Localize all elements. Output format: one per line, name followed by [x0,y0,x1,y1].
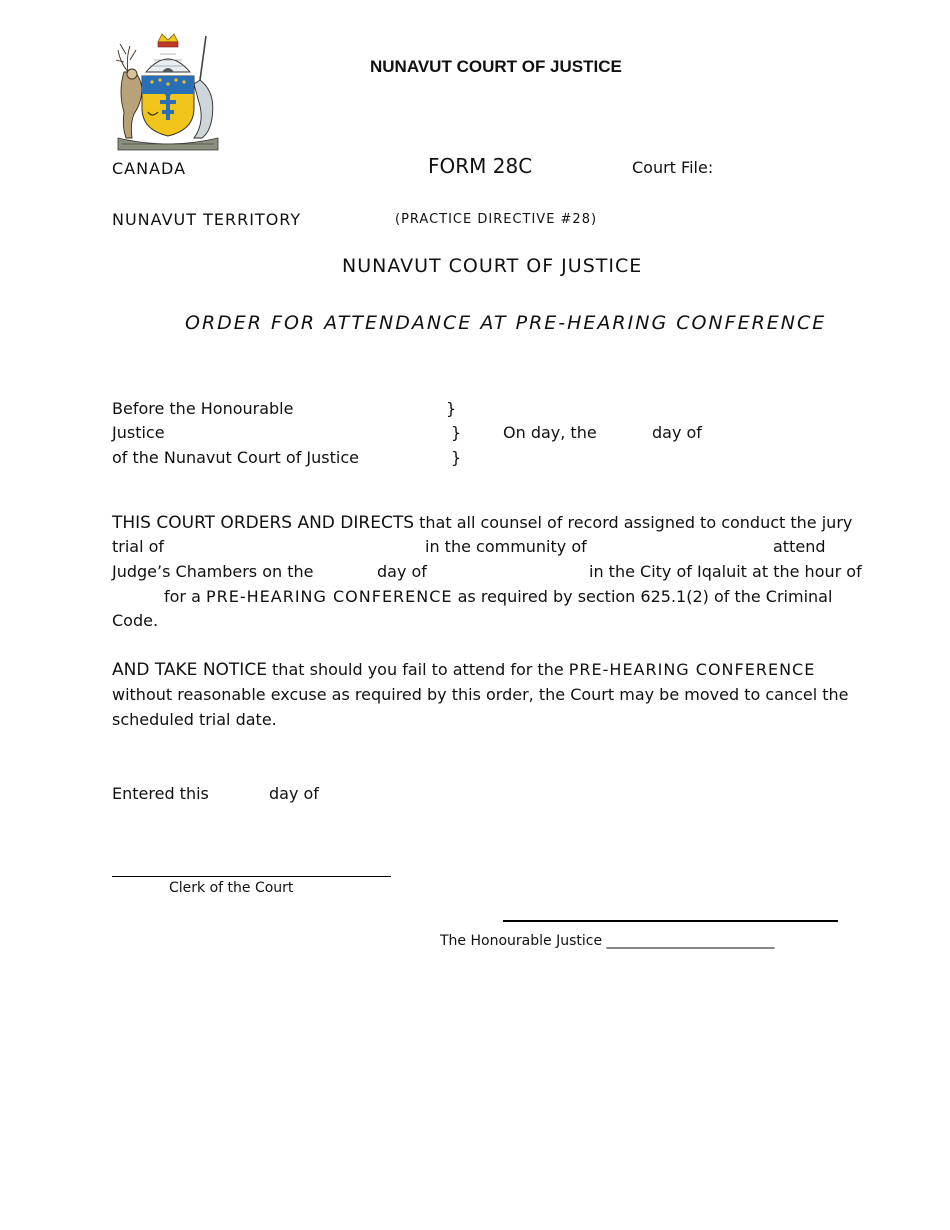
brace-2: } [451,423,462,442]
order-line-2a: trial of [112,537,165,556]
caribou-supporter [116,44,142,138]
on-day-label: On day, the [503,423,597,442]
brace-1: } [446,399,457,418]
court-title-heading: NUNAVUT COURT OF JUSTICE [370,57,622,76]
clerk-label: Clerk of the Court [169,880,294,896]
order-line-3c: in the City of Iqaluit at the hour of [589,562,862,581]
justice-signature-line [503,920,838,922]
order-line-2b: in the community of [425,537,587,556]
before-line-2: Justice [112,423,165,442]
practice-directive: (PRACTICE DIRECTIVE #28) [395,212,598,227]
order-line-4a: for a [164,587,201,606]
before-line-3: of the Nunavut Court of Justice [112,448,359,467]
order-line-4b: PRE-HEARING CONFERENCE [205,587,453,606]
order-line-5: Code. [112,611,159,630]
entered-label: Entered this [112,784,209,803]
clerk-signature-line [112,876,391,877]
notice-line-3: scheduled trial date. [112,710,277,729]
notice-line-2: without reasonable excuse as required by this order, the Court may be moved to cancel the [112,685,849,704]
entered-day-of: day of [269,784,319,803]
notice-line-1a: that should you fail to attend for the [272,660,564,679]
court-name-heading: NUNAVUT COURT OF JUSTICE [342,255,643,277]
order-line-1-rest: that all counsel of record assigned to conduct the jury [419,513,853,532]
order-lead: THIS COURT ORDERS AND DIRECTS [112,513,415,533]
court-file-label: Court File: [632,158,714,177]
before-line-1: Before the Honourable [112,399,294,418]
form-number: FORM 28C [428,154,533,178]
day-of-label: day of [652,423,702,442]
order-line-2c: attend [773,537,826,556]
territory-label: NUNAVUT TERRITORY [112,210,302,229]
shield-icon [142,76,194,136]
order-line-4c: as required by section 625.1(2) of the Criminal [457,587,833,606]
justice-label: The Honourable Justice ________________________ [440,933,775,949]
notice-lead: AND TAKE NOTICE [112,660,267,680]
order-line-3b: day of [377,562,427,581]
brace-3: } [451,448,462,467]
country-label: CANADA [112,159,187,178]
narwhal-supporter [194,36,213,138]
order-line-3a: Judge’s Chambers on the [112,562,314,581]
crown-icon [158,34,178,47]
igloo-helmet [146,54,190,72]
notice-line-1b: PRE-HEARING CONFERENCE [568,660,816,679]
coat-of-arms-emblem [112,32,224,154]
order-title: ORDER FOR ATTENDANCE AT PRE-HEARING CONFERENCE [185,312,827,334]
